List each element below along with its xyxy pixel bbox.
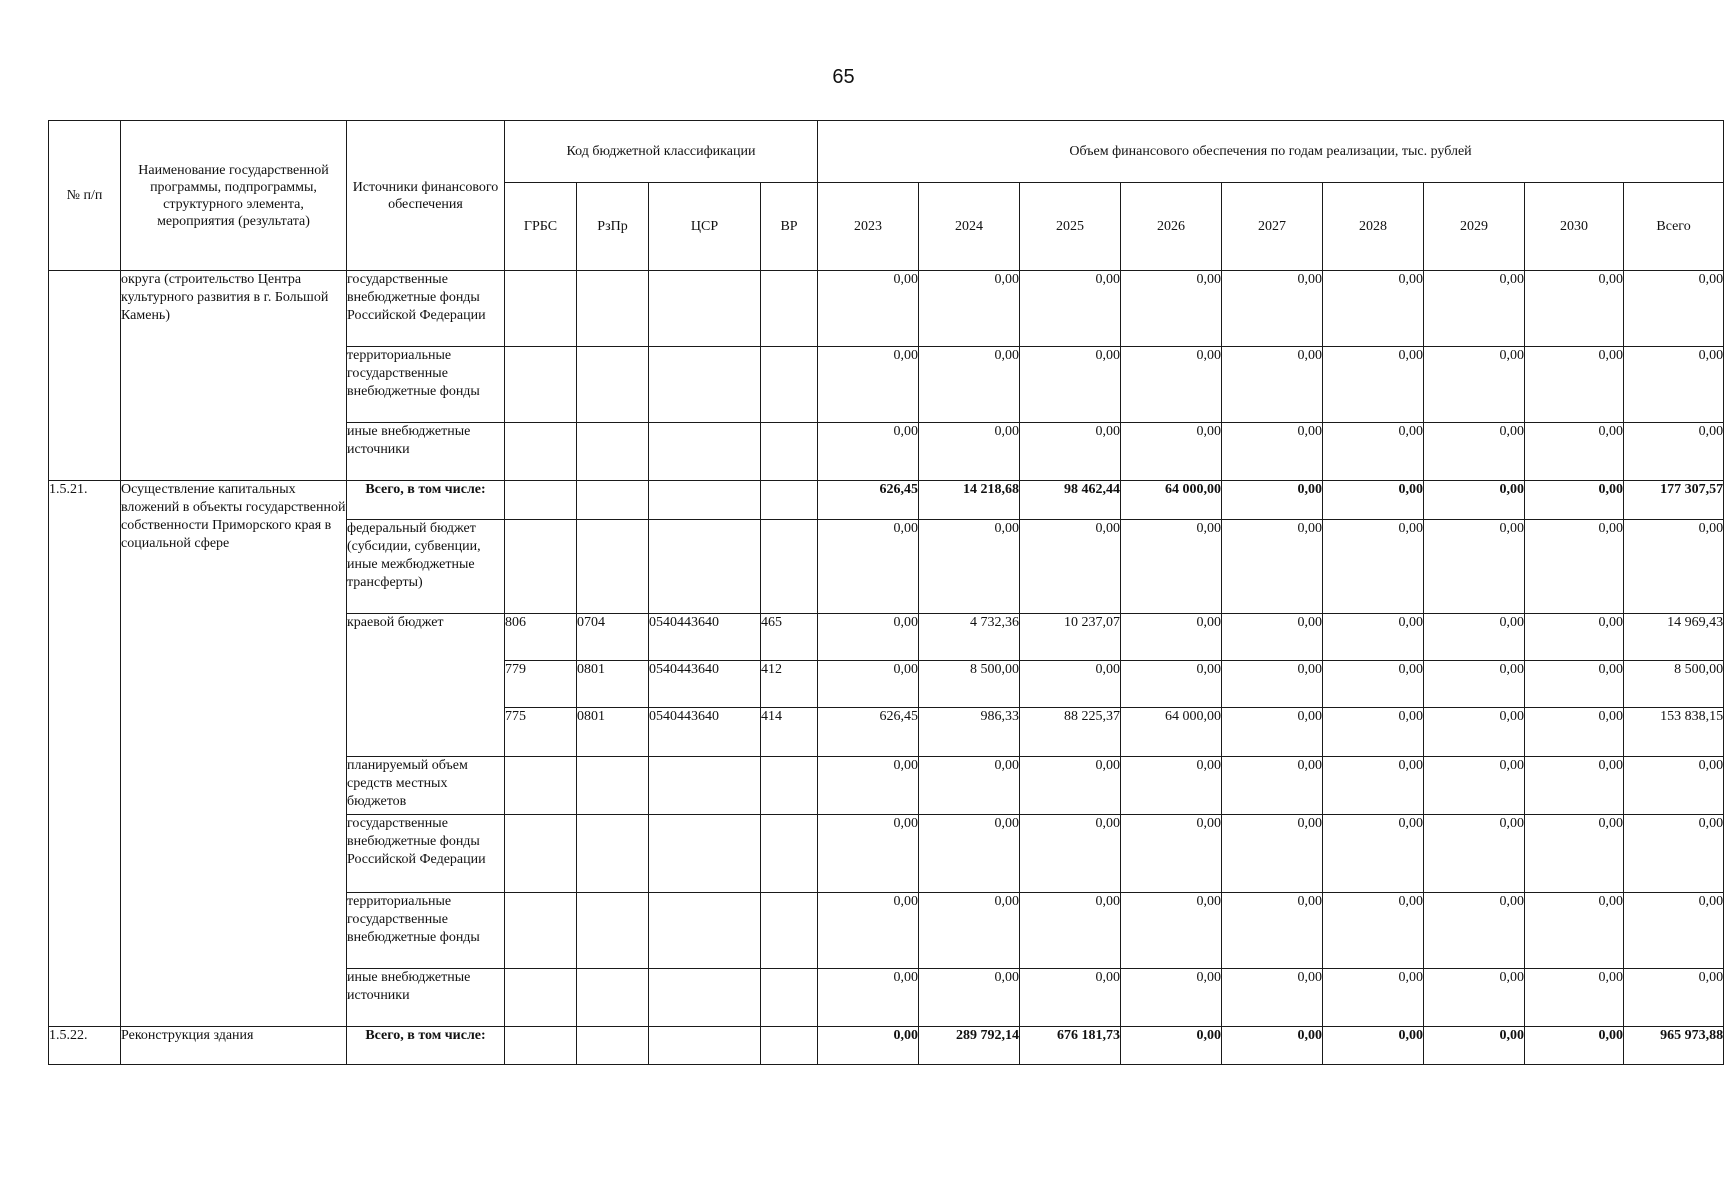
- value-2024: 0,00: [919, 969, 1020, 1027]
- value-2027: 0,00: [1222, 815, 1323, 893]
- code-csr: [649, 423, 761, 481]
- header-year-2026: 2026: [1121, 183, 1222, 271]
- value-2026: 64 000,00: [1121, 708, 1222, 757]
- header-total: Всего: [1624, 183, 1724, 271]
- value-2027: 0,00: [1222, 661, 1323, 708]
- value-2030: 0,00: [1525, 614, 1624, 661]
- value-2025: 0,00: [1020, 423, 1121, 481]
- value-2024: 0,00: [919, 893, 1020, 969]
- code-csr: [649, 271, 761, 347]
- value-2025: 0,00: [1020, 661, 1121, 708]
- code-rzpr: [577, 423, 649, 481]
- value-2025: 0,00: [1020, 757, 1121, 815]
- table-row: [49, 1027, 1724, 1065]
- value-2028: 0,00: [1323, 708, 1424, 757]
- value-2028: 0,00: [1323, 893, 1424, 969]
- source-cell: территориальные государственные внебюджетные фонды: [347, 893, 505, 969]
- code-rzpr: [577, 757, 649, 815]
- code-vr: [761, 1027, 818, 1065]
- header-name: Наименование государственной программы, подпрограммы, структурного элемента, мероприятия (результата): [121, 121, 347, 271]
- code-csr: [649, 893, 761, 969]
- value-2026: 0,00: [1121, 614, 1222, 661]
- value-2027: 0,00: [1222, 481, 1323, 520]
- value-2025: 0,00: [1020, 520, 1121, 614]
- value-2029: 0,00: [1424, 347, 1525, 423]
- value-2024: 986,33: [919, 708, 1020, 757]
- code-rzpr: [577, 893, 649, 969]
- page-number: 65: [832, 66, 855, 88]
- value-2029: 0,00: [1424, 969, 1525, 1027]
- code-csr: 0540443640: [649, 661, 761, 708]
- header-vr: ВР: [761, 183, 818, 271]
- code-vr: 412: [761, 661, 818, 708]
- value-2030: 0,00: [1525, 708, 1624, 757]
- value-2027: 0,00: [1222, 520, 1323, 614]
- header-year-2024: 2024: [919, 183, 1020, 271]
- value-2028: 0,00: [1323, 757, 1424, 815]
- item-number: 1.5.21.: [49, 481, 121, 1027]
- value-2029: 0,00: [1424, 893, 1525, 969]
- code-vr: [761, 271, 818, 347]
- value-2026: 0,00: [1121, 423, 1222, 481]
- header-csr: ЦСР: [649, 183, 761, 271]
- table-row: [49, 271, 1724, 347]
- value-2030: 0,00: [1525, 347, 1624, 423]
- code-vr: [761, 757, 818, 815]
- value-2023: 626,45: [818, 481, 919, 520]
- header-grbs: ГРБС: [505, 183, 577, 271]
- value-total: 0,00: [1624, 347, 1724, 423]
- source-total-label: Всего, в том числе:: [347, 1027, 505, 1065]
- value-2023: 0,00: [818, 347, 919, 423]
- header-source: Источники финансового обеспечения: [347, 121, 505, 271]
- value-2026: 0,00: [1121, 815, 1222, 893]
- header-year-2030: 2030: [1525, 183, 1624, 271]
- header-year-2028: 2028: [1323, 183, 1424, 271]
- value-2029: 0,00: [1424, 614, 1525, 661]
- code-grbs: [505, 893, 577, 969]
- item-number: 1.5.22.: [49, 1027, 121, 1065]
- value-2030: 0,00: [1525, 271, 1624, 347]
- value-2023: 0,00: [818, 661, 919, 708]
- code-rzpr: 0801: [577, 708, 649, 757]
- value-2027: 0,00: [1222, 347, 1323, 423]
- code-rzpr: [577, 969, 649, 1027]
- value-2029: 0,00: [1424, 423, 1525, 481]
- code-rzpr: 0704: [577, 614, 649, 661]
- value-2024: 0,00: [919, 757, 1020, 815]
- value-2025: 0,00: [1020, 347, 1121, 423]
- code-grbs: [505, 271, 577, 347]
- value-2023: 0,00: [818, 423, 919, 481]
- value-total: 8 500,00: [1624, 661, 1724, 708]
- budget-table: [48, 120, 1724, 1065]
- code-vr: [761, 893, 818, 969]
- value-2028: 0,00: [1323, 481, 1424, 520]
- value-2025: 0,00: [1020, 969, 1121, 1027]
- value-2023: 0,00: [818, 614, 919, 661]
- code-csr: [649, 481, 761, 520]
- value-2030: 0,00: [1525, 893, 1624, 969]
- value-2030: 0,00: [1525, 661, 1624, 708]
- code-rzpr: [577, 815, 649, 893]
- value-2024: 0,00: [919, 815, 1020, 893]
- value-2024: 14 218,68: [919, 481, 1020, 520]
- source-cell: краевой бюджет: [347, 614, 505, 757]
- header-year-2023: 2023: [818, 183, 919, 271]
- code-vr: [761, 520, 818, 614]
- code-grbs: [505, 520, 577, 614]
- value-total: 0,00: [1624, 815, 1724, 893]
- value-2028: 0,00: [1323, 347, 1424, 423]
- header-volume: Объем финансового обеспечения по годам реализации, тыс. рублей: [818, 121, 1724, 183]
- value-2030: 0,00: [1525, 969, 1624, 1027]
- code-grbs: [505, 1027, 577, 1065]
- value-2026: 64 000,00: [1121, 481, 1222, 520]
- code-grbs: [505, 347, 577, 423]
- value-2028: 0,00: [1323, 614, 1424, 661]
- value-2028: 0,00: [1323, 520, 1424, 614]
- code-rzpr: 0801: [577, 661, 649, 708]
- value-2024: 0,00: [919, 347, 1020, 423]
- code-csr: [649, 757, 761, 815]
- value-total: 0,00: [1624, 757, 1724, 815]
- value-2026: 0,00: [1121, 661, 1222, 708]
- value-2029: 0,00: [1424, 815, 1525, 893]
- code-vr: [761, 481, 818, 520]
- code-grbs: [505, 481, 577, 520]
- code-csr: [649, 815, 761, 893]
- source-cell: планируемый объем средств местных бюджетов: [347, 757, 505, 815]
- value-2030: 0,00: [1525, 757, 1624, 815]
- header-year-2025: 2025: [1020, 183, 1121, 271]
- code-vr: [761, 347, 818, 423]
- value-2026: 0,00: [1121, 520, 1222, 614]
- value-2026: 0,00: [1121, 271, 1222, 347]
- code-csr: 0540443640: [649, 708, 761, 757]
- code-grbs: 775: [505, 708, 577, 757]
- code-vr: [761, 423, 818, 481]
- value-2028: 0,00: [1323, 969, 1424, 1027]
- value-2029: 0,00: [1424, 661, 1525, 708]
- item-name-prev: округа (строительство Центра культурного развития в г. Большой Камень): [121, 271, 347, 481]
- value-2025: 98 462,44: [1020, 481, 1121, 520]
- value-2025: 88 225,37: [1020, 708, 1121, 757]
- value-2024: 0,00: [919, 520, 1020, 614]
- code-grbs: [505, 815, 577, 893]
- value-2024: 8 500,00: [919, 661, 1020, 708]
- value-2023: 0,00: [818, 271, 919, 347]
- table-row: [49, 481, 1724, 520]
- code-rzpr: [577, 520, 649, 614]
- source-cell: иные внебюджетные источники: [347, 969, 505, 1027]
- value-2025: 0,00: [1020, 271, 1121, 347]
- code-csr: [649, 520, 761, 614]
- value-2029: 0,00: [1424, 481, 1525, 520]
- value-2027: 0,00: [1222, 893, 1323, 969]
- value-2027: 0,00: [1222, 423, 1323, 481]
- value-2029: 0,00: [1424, 1027, 1525, 1065]
- code-grbs: 779: [505, 661, 577, 708]
- value-total: 0,00: [1624, 423, 1724, 481]
- code-rzpr: [577, 271, 649, 347]
- value-2028: 0,00: [1323, 423, 1424, 481]
- value-total: 0,00: [1624, 969, 1724, 1027]
- row-num-empty: [49, 271, 121, 481]
- value-2029: 0,00: [1424, 708, 1525, 757]
- value-2024: 0,00: [919, 271, 1020, 347]
- code-grbs: [505, 423, 577, 481]
- code-rzpr: [577, 1027, 649, 1065]
- value-total: 0,00: [1624, 271, 1724, 347]
- value-2027: 0,00: [1222, 708, 1323, 757]
- item-name: Реконструкция здания: [121, 1027, 347, 1065]
- value-2023: 0,00: [818, 815, 919, 893]
- value-2027: 0,00: [1222, 614, 1323, 661]
- value-2025: 0,00: [1020, 815, 1121, 893]
- value-2026: 0,00: [1121, 347, 1222, 423]
- value-2025: 0,00: [1020, 893, 1121, 969]
- source-cell: иные внебюджетные источники: [347, 423, 505, 481]
- value-2025: 676 181,73: [1020, 1027, 1121, 1065]
- value-2027: 0,00: [1222, 969, 1323, 1027]
- value-2028: 0,00: [1323, 815, 1424, 893]
- value-2024: 4 732,36: [919, 614, 1020, 661]
- value-2027: 0,00: [1222, 271, 1323, 347]
- value-2030: 0,00: [1525, 815, 1624, 893]
- source-total-label: Всего, в том числе:: [347, 481, 505, 520]
- source-cell: территориальные государственные внебюджетные фонды: [347, 347, 505, 423]
- value-total: 153 838,15: [1624, 708, 1724, 757]
- source-cell: федеральный бюджет (субсидии, субвенции, иные межбюджетные трансферты): [347, 520, 505, 614]
- code-csr: 0540443640: [649, 614, 761, 661]
- value-2027: 0,00: [1222, 757, 1323, 815]
- value-2028: 0,00: [1323, 661, 1424, 708]
- code-rzpr: [577, 481, 649, 520]
- value-2026: 0,00: [1121, 1027, 1222, 1065]
- code-vr: 465: [761, 614, 818, 661]
- code-vr: [761, 815, 818, 893]
- code-grbs: [505, 757, 577, 815]
- value-2029: 0,00: [1424, 757, 1525, 815]
- value-2030: 0,00: [1525, 423, 1624, 481]
- value-2024: 0,00: [919, 423, 1020, 481]
- header-year-2029: 2029: [1424, 183, 1525, 271]
- source-cell: государственные внебюджетные фонды Российской Федерации: [347, 271, 505, 347]
- value-total: 177 307,57: [1624, 481, 1724, 520]
- header-rzpr: РзПр: [577, 183, 649, 271]
- value-2029: 0,00: [1424, 271, 1525, 347]
- value-2030: 0,00: [1525, 1027, 1624, 1065]
- value-2030: 0,00: [1525, 520, 1624, 614]
- code-vr: 414: [761, 708, 818, 757]
- value-2028: 0,00: [1323, 1027, 1424, 1065]
- value-total: 14 969,43: [1624, 614, 1724, 661]
- value-2023: 0,00: [818, 520, 919, 614]
- value-total: 965 973,88: [1624, 1027, 1724, 1065]
- value-2026: 0,00: [1121, 969, 1222, 1027]
- item-name: Осуществление капитальных вложений в объекты государственной собственности Приморского края в социальной сфере: [121, 481, 347, 1027]
- source-cell: государственные внебюджетные фонды Российской Федерации: [347, 815, 505, 893]
- value-2026: 0,00: [1121, 893, 1222, 969]
- value-2030: 0,00: [1525, 481, 1624, 520]
- value-2023: 0,00: [818, 757, 919, 815]
- code-grbs: 806: [505, 614, 577, 661]
- value-2027: 0,00: [1222, 1027, 1323, 1065]
- value-2024: 289 792,14: [919, 1027, 1020, 1065]
- value-total: 0,00: [1624, 893, 1724, 969]
- code-csr: [649, 969, 761, 1027]
- value-2023: 626,45: [818, 708, 919, 757]
- value-total: 0,00: [1624, 520, 1724, 614]
- header-budget-code: Код бюджетной классификации: [505, 121, 818, 183]
- header-year-2027: 2027: [1222, 183, 1323, 271]
- code-grbs: [505, 969, 577, 1027]
- value-2026: 0,00: [1121, 757, 1222, 815]
- value-2023: 0,00: [818, 893, 919, 969]
- value-2023: 0,00: [818, 969, 919, 1027]
- value-2023: 0,00: [818, 1027, 919, 1065]
- code-csr: [649, 347, 761, 423]
- value-2025: 10 237,07: [1020, 614, 1121, 661]
- value-2028: 0,00: [1323, 271, 1424, 347]
- code-vr: [761, 969, 818, 1027]
- code-rzpr: [577, 347, 649, 423]
- value-2029: 0,00: [1424, 520, 1525, 614]
- header-num: № п/п: [49, 121, 121, 271]
- code-csr: [649, 1027, 761, 1065]
